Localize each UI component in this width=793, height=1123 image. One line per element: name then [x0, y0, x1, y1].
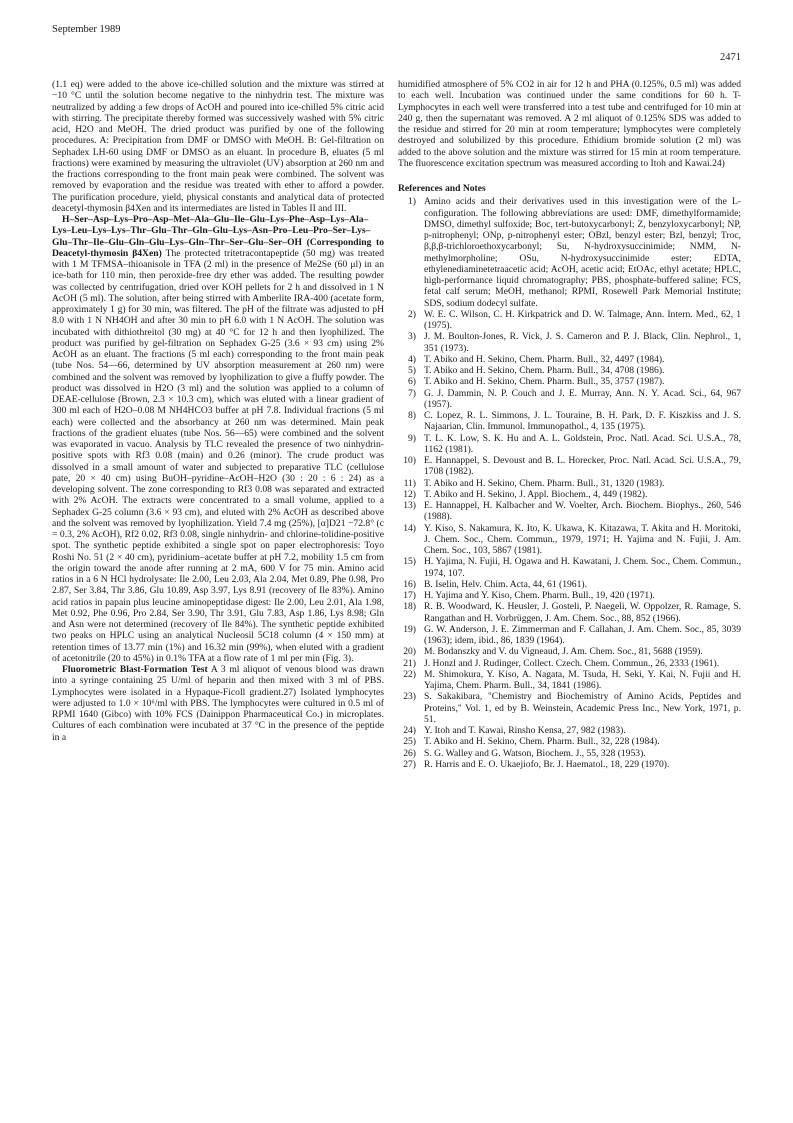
peptide-synthesis-paragraph — [52, 214, 384, 664]
reference-text: T. Abiko and H. Sekino, Chem. Pharm. Bull., 35, 3757 (1987). — [424, 376, 665, 388]
reference-number: 8) — [408, 410, 416, 421]
reference-number: 19) — [403, 623, 416, 635]
experimental-paragraph: (1.1 eq) were added to the above ice-chilled solution and the mixture was stirred at −10 °C until the solution become negative to the ninhydrin test. The mixture was neutralized by adding a few drops of AcOH and poured into ice-chilled 5% citric acid with stirring. The precipitate thereby formed was successively washed with 5% citric acid, H2O and MeOH. The dried product was purified by one of the following procedures. A: Precipitation from DMF or DMSO with MeOH. B: Gel-filtration on Sephadex LH-60 using DMF or DMSO as an eluant. In procedure B, eluates (5 ml fractions) were examined by measuring the ultraviolet (UV) absorption at 260 nm and the fractions corresponding to the front main peak were combined. The solvent was removed by evaporation and the residue was treated with ether to afford a powder. The purification procedure, yield, physical constants and analytical data of protected deacetyl-thymosin β4Xen and its intermediates are listed in Tables II and III. — [52, 79, 384, 214]
reference-item — [398, 736, 741, 747]
reference-text: Y. Itoh and T. Kawai, Rinsho Kensa, 27, 982 (1983). — [424, 725, 626, 736]
reference-text: J. Honzl and J. Rudinger, Collect. Czech. Chem. Commun., 26, 2333 (1961). — [424, 657, 720, 669]
reference-item — [398, 433, 741, 456]
reference-item — [398, 478, 741, 489]
reference-text: G. W. Anderson, J. E. Zimmerman and F. Callahan, J. Am. Chem. Soc., 85, 3039 (1963); idem, ibid., 86, 1839 (1964). — [424, 623, 741, 646]
reference-text: Y. Kiso, S. Nakamura, K. Ito, K. Ukawa, K. Kitazawa, T. Akita and H. Moritoki, J. Chem. Soc., Chem. Commun., 1979, 1971; H. Yajima and N. Fujii, J. Am. Chem. Soc., 103, 5867 (1981). — [424, 522, 741, 556]
reference-number: 6) — [408, 376, 416, 388]
reference-item — [398, 579, 741, 590]
reference-number: 17) — [403, 590, 416, 601]
reference-number: 1) — [408, 196, 416, 208]
reference-number: 21) — [403, 657, 416, 669]
reference-text: T. Abiko and H. Sekino, Chem. Pharm. Bull., 32, 228 (1984). — [424, 736, 660, 748]
reference-item — [398, 658, 741, 669]
reference-text: R. Harris and E. O. Ukaejiofo, Br. J. Haematol., 18, 229 (1970). — [424, 758, 670, 770]
reference-item — [398, 725, 741, 736]
left-column — [52, 79, 384, 743]
reference-item — [398, 646, 741, 657]
reference-item — [398, 196, 741, 309]
reference-text: T. Abiko and H. Sekino, J. Appl. Biochem., 4, 449 (1982). — [424, 488, 648, 500]
reference-text: T. Abiko and H. Sekino, Chem. Pharm. Bull., 34, 4708 (1986). — [424, 365, 665, 376]
reference-number: 22) — [403, 668, 416, 680]
reference-item — [398, 388, 741, 411]
reference-number: 14) — [403, 522, 416, 534]
reference-text: E. Hannappel, S. Devoust and B. L. Horecker, Proc. Natl. Acad. Sci. U.S.A., 79, 1708 (1982). — [424, 455, 741, 478]
reference-text: M. Shimokura, Y. Kiso, A. Nagata, M. Tsuda, H. Seki, Y. Kai, N. Fujii and H. Yajima, Chem. Pharm. Bull., 34, 1841 (1986). — [424, 668, 741, 691]
running-header-date: September 1989 — [52, 24, 121, 35]
reference-item — [398, 376, 741, 387]
reference-item — [398, 691, 741, 725]
reference-number: 20) — [403, 646, 416, 658]
reference-number: 16) — [403, 578, 416, 590]
reference-item — [398, 309, 741, 332]
reference-text: E. Hannappel, H. Kalbacher and W. Voelter, Arch. Biochem. Biophys., 260, 546 (1988). — [424, 500, 741, 523]
reference-item — [398, 500, 741, 523]
reference-item — [398, 410, 741, 433]
blast-formation-heading: Fluorometric Blast-Formation Test — [62, 664, 208, 675]
blast-formation-continued: humidified atmosphere of 5% CO2 in air for 12 h and PHA (0.125%, 0.5 ml) was added to each well. Incubation was continued under the same conditions for 60 h. T-Lymphocytes in each well were transferred into a test tube and centrifuged for 10 min at 240 g, then the supernatant was removed. A 2 ml aliquot of 0.125% SDS was added to the residue and stirred for 20 min at room temperature; lymphocytes were completely destroyed and solubilized by this procedure. Ethidium bromide solution (2 ml) was added to the above solution and the mixture was stirred for 15 min at room temperature. The fluorescence excitation spectrum was measured according to Itoh and Kawai.24) — [398, 79, 741, 169]
reference-number: 15) — [403, 556, 416, 568]
reference-text: M. Bodanszky and V. du Vigneaud, J. Am. Chem. Soc., 81, 5688 (1959). — [424, 646, 703, 658]
reference-text: R. B. Woodward, K. Heusler, J. Gosteli, P. Naegeli, W. Oppolzer, R. Ramage, S. Rangathan and H. Vorbrüggen, J. Am. Chem. Soc., 88, 852 (1966). — [424, 601, 741, 624]
blast-formation-paragraph — [52, 664, 384, 743]
reference-number: 4) — [408, 353, 416, 365]
reference-number: 10) — [403, 455, 416, 466]
reference-item — [398, 489, 741, 500]
blast-formation-text: A 3 ml aliquot of venous blood was drawn into a syringe containing 25 U/ml of heparin and then mixed with 3 ml of PBS. Lymphocytes were isolated in a Hypaque-Ficoll gradient.27) Isolated lymphocytes were adjusted to 1.0 × 10⁶/ml with PBS. The lymphocytes were cultured in 0.5 ml of RPMI 1640 (Gibco) with 10% FCS (Dainippon Pharmaceutical Co.) in microplates. Cultures of each combination were incubated at 37 °C in the presence of the peptide in a — [52, 664, 384, 743]
reference-item — [398, 748, 741, 759]
page-number: 2471 — [720, 52, 741, 63]
reference-item — [398, 365, 741, 376]
reference-item — [398, 759, 741, 770]
reference-text: T. Abiko and H. Sekino, Chem. Pharm. Bull., 32, 4497 (1984). — [424, 353, 665, 365]
references-list — [398, 196, 741, 770]
reference-item — [398, 624, 741, 647]
peptide-synthesis-text: The protected tritetracontapeptide (50 mg) was treated with 1 M TFMSA–thioanisole in TFA (2 ml) in the presence of Me2Se (60 μl) in an ice-bath for 110 min, then peroxide-free dry ether was added. The resulting powder was collected by centrifugation, dried over KOH pellets for 2 h and dissolved in 1 N AcOH (5 ml). The solution, after being stirred with Amberlite IRA-400 (acetate form, approximately 1 g) for 30 min, was filtered. The pH of the filtrate was adjusted to pH 8.0 with 1 N NH4OH and after 30 min to pH 6.0 with 1 N AcOH. The solution was incubated with dithiothreitol (30 mg) at 40 °C for 12 h and then lyophilized. The product was purified by gel-filtration on Sephadex G-25 (3.6 × 93 cm) using 2% AcOH as an eluant. The fractions (5 ml each) corresponding to the front main peak (tube Nos. 54—66, determined by UV absorption measurement at 260 nm) were combined and the solvent was removed by lyophilization to give a fluffy powder. The product was dissolved in H2O (3 ml) and the solution was applied to a column of DEAE-cellulose (Brown, 2.3 × 10.3 cm), which was eluted with a linear gradient of 300 ml each of H2O–0.08 M NH4HCO3 buffer at pH 7.8. Individual fractions (5 ml each) were collected and the absorbancy at 260 nm was determined. Main peak fractions of the gradient eluates (tube Nos. 56—65) were combined and the solvent was evaporated in vacuo. Analysis by TLC revealed the presence of two ninhydrin-positive spots with Rf3 0.08 (main) and 0.26 (minor). The crude product was dissolved in a small amount of water and subjected to preparative TLC (cellulose pate, 20 × 40 cm) using BuOH–pyridine–AcOH–H2O (30 : 20 : 6 : 24) as a developing solvent. The zone corresponding to Rf3 0.08 was separated and extracted with 2% AcOH. The extracts were concentrated to a small volume, applied to a Sephadex G-25 column (3.6 × 93 cm), and eluted with 2% AcOH as described above and the solvent was removed by lyophilization. Yield 7.4 mg (25%), [α]D21 −72.8° (c = 0.3, 2% AcOH), Rf2 0.02, Rf3 0.08, single ninhydrin- and chlorine-tolidine-positive spot. The synthetic peptide exhibited a single spot on paper electrophoresis: Toyo Roshi No. 51 (2 × 40 cm), pyridinium–acetate buffer at pH 7.2, mobility 1.5 cm from the origin toward the anode after running at 2 mA, 600 V for 75 min. Amino acid ratios in a 6 N HCl hydrolysate: Ile 2.00, Leu 2.03, Ala 2.04, Met 0.89, Phe 0.98, Pro 2.87, Ser 3.84, Thr 3.86, Glu 10.89, Asp 3.97, Lys 8.91 (recovery of Ile 83%). Amino acid ratios in papain plus leucine aminopeptidase digest: Ile 2.00, Leu 2.01, Ala 1.98, Met 0.92, Phe 0.96, Pro 2.84, Ser 3.90, Thr 3.91, Glu 7.83, Asp 1.86, Lys 8.98; Gln and Asn were not determined (recovery of Ile 84%). The synthetic peptide exhibited two peaks on HPLC using an analytical Nucleosil 5C18 column (4 × 150 mm) at retention times of 13.77 min (1%) and 16.32 min (99%), when eluted with a gradient of acetonitrile (20 to 45%) in 0.1% TFA at a flow rate of 1 ml per min (Fig. 3). — [52, 247, 384, 664]
reference-item — [398, 354, 741, 365]
reference-text: T. Abiko and H. Sekino, Chem. Pharm. Bull., 31, 1320 (1983). — [424, 477, 665, 489]
reference-text: Amino acids and their derivatives used in this investigation were of the L-configuration. The following abbreviations are used: DMF, dimethylformamide; DMSO, dimethyl sulfoxide; Boc, tert-butoxycarbonyl; Z, benzyloxycarbonyl; NP, p-nitrophenyl; ONp, p-nitrophenyl ester; OBzl, benzyl ester; Bzl, benzyl; Troc, β,β,β-trichloroethoxycarbonyl; Su, N-hydroxysuccinimide; NMM, N-methylmorpholine; OSu, N-hydroxysuccinimide ester; EDTA, ethylenediaminetetraacetic acid; AcOH, acetic acid; EtOAc, ethyl acetate; HPLC, high-performance liquid chromatography; PBS, phosphate-buffered saline; FCS, fetal calf serum; MeOH, methanol; RPMI, Rosewell Park Memorial Institute; SDS, sodium dodecyl sulfate. — [424, 196, 741, 309]
references-heading: References and Notes — [398, 183, 486, 194]
reference-text: T. L. K. Low, S. K. Hu and A. L. Goldstein, Proc. Natl. Acad. Sci. U.S.A., 78, 1162 (1981). — [424, 432, 741, 455]
reference-item — [398, 455, 741, 478]
reference-text: W. E. C. Wilson, C. H. Kirkpatrick and D. W. Talmage, Ann. Intern. Med., 62, 1 (1975). — [424, 308, 741, 331]
reference-number: 3) — [408, 331, 416, 343]
reference-text: J. M. Boulton-Jones, R. Vick, J. S. Cameron and P. J. Black, Clin. Nephrol., 1, 351 (1973). — [424, 331, 741, 354]
reference-number: 9) — [408, 432, 416, 444]
reference-number: 25) — [403, 736, 416, 748]
reference-number: 13) — [403, 500, 416, 511]
reference-item — [398, 523, 741, 557]
reference-text: S. Sakakibara, "Chemistry and Biochemistry of Amino Acids, Peptides and Proteins," Vol. 1, ed by B. Weinstein, Academic Press Inc., New York, 1971, p. 51. — [424, 691, 741, 725]
reference-item — [398, 669, 741, 692]
right-column — [398, 79, 741, 770]
reference-number: 5) — [408, 365, 416, 376]
reference-number: 11) — [403, 477, 416, 489]
reference-number: 18) — [403, 601, 416, 613]
reference-number: 2) — [408, 308, 416, 320]
reference-text: H. Yajima and Y. Kiso, Chem. Pharm. Bull., 19, 420 (1971). — [424, 590, 655, 601]
peptide-sequence-heading: H–Ser–Asp–Lys–Pro–Asp–Met–Ala–Glu–Ile–Glu–Lys–Phe–Asp–Lys–Ala–Lys–Leu–Lys–Lys–Thr–Glu–Thr–Gln–Glu–Lys–Asn–Pro–Leu–Pro–Ser–Lys–Glu–Thr–Ile–Glu–Gln–Glu–Lys–Gln–Thr–Ser–Glu–Ser–OH (Corresponding to Deacetyl-thymosin β4Xen) — [52, 214, 384, 259]
reference-item — [398, 590, 741, 601]
reference-item — [398, 331, 741, 354]
reference-text: G. J. Dammin, N. P. Couch and J. E. Murray, Ann. N. Y. Acad. Sci., 64, 967 (1957). — [424, 387, 741, 410]
reference-item — [398, 556, 741, 579]
reference-text: C. Lopez, R. L. Simmons, J. L. Touraine, B. H. Park, D. F. Kiszkiss and J. S. Najaarian, Clin. Immunol. Immunopathol., 4, 135 (1975). — [424, 410, 741, 433]
reference-number: 26) — [403, 747, 416, 759]
reference-number: 23) — [403, 691, 416, 703]
reference-item — [398, 601, 741, 624]
reference-number: 12) — [403, 488, 416, 500]
reference-text: S. G. Walley and G. Watson, Biochem. J., 55, 328 (1953). — [424, 747, 646, 759]
reference-text: H. Yajima, N. Fujii, H. Ogawa and H. Kawatani, J. Chem. Soc., Chem. Commun., 1974, 107. — [424, 556, 741, 579]
reference-number: 24) — [403, 725, 416, 736]
reference-number: 7) — [408, 387, 416, 399]
reference-number: 27) — [403, 758, 416, 770]
reference-text: B. Iselin, Helv. Chim. Acta, 44, 61 (1961). — [424, 578, 587, 590]
